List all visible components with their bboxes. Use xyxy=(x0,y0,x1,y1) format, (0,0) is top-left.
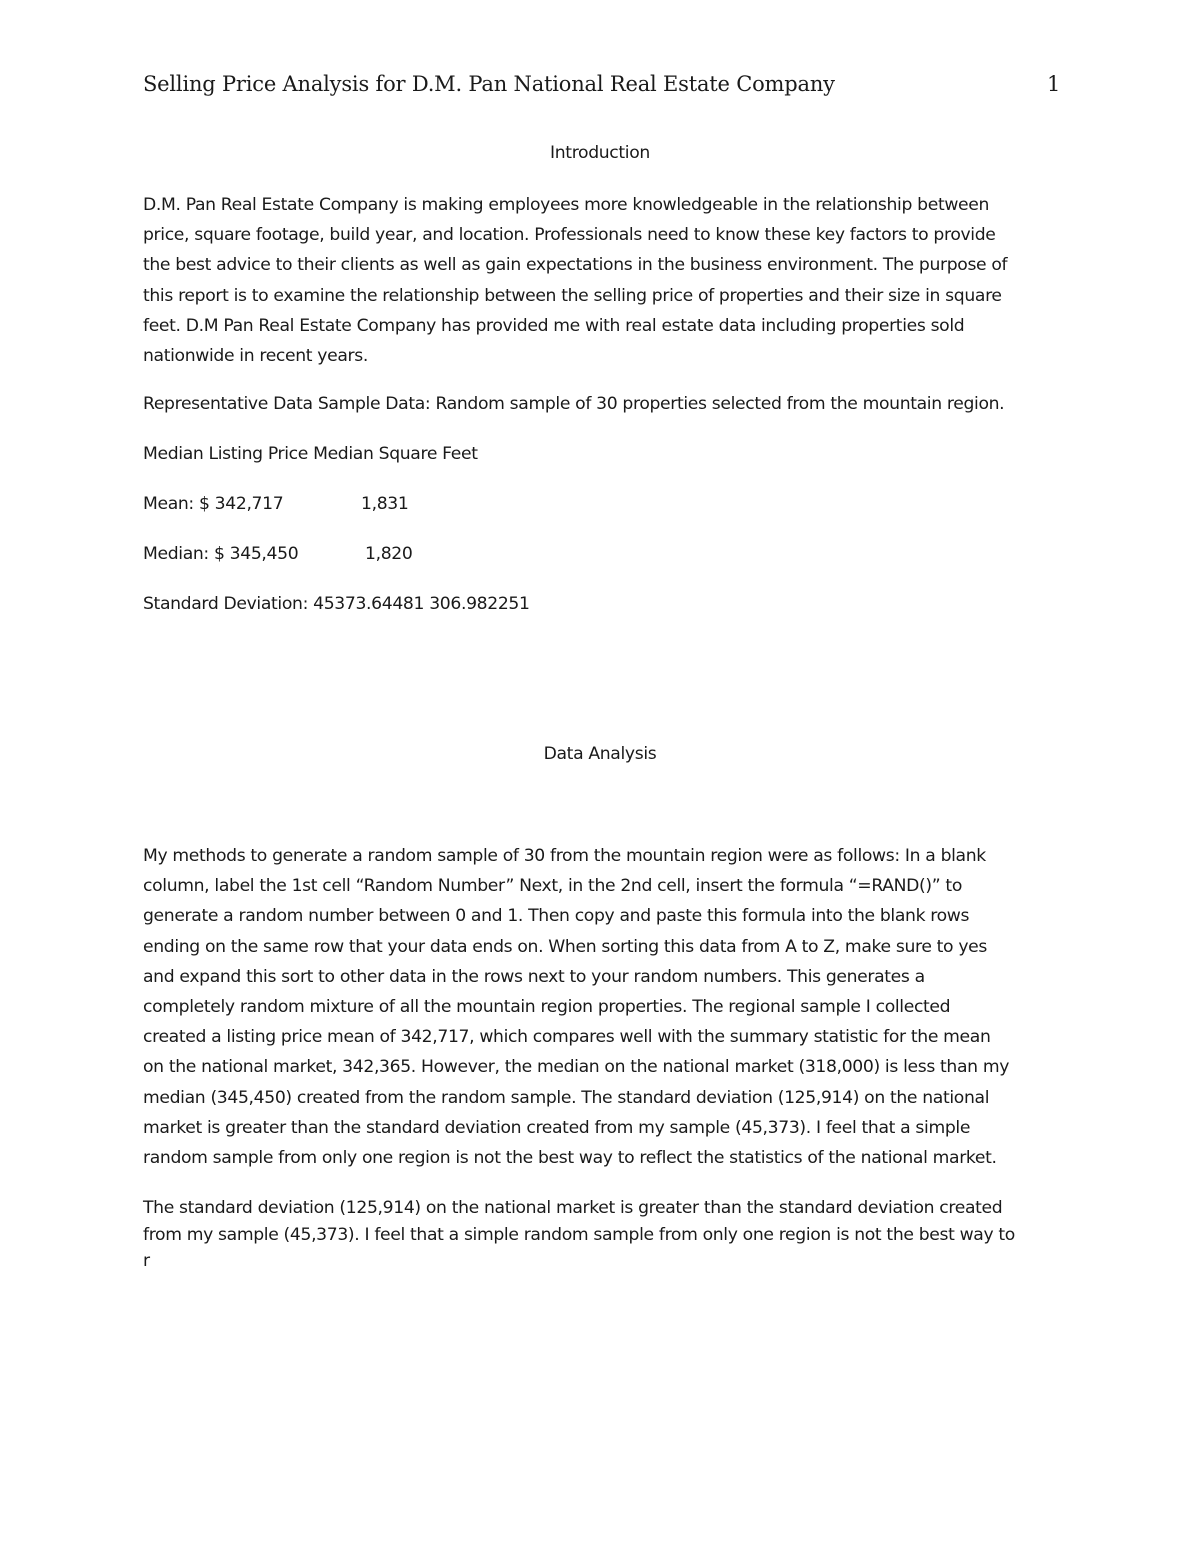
data-analysis-second-paragraph xyxy=(143,1195,1063,1275)
running-head-title: Selling Price Analysis for D.M. Pan National Real Estate Company xyxy=(143,72,835,96)
data-analysis-heading: Data Analysis xyxy=(543,744,657,764)
paragraph-line: D.M. Pan Real Estate Company is making employees more knowledgeable in the relationship between xyxy=(143,195,990,215)
paragraph-line: the best advice to their clients as well as gain expectations in the business environment. The purpose of xyxy=(143,255,1008,276)
paragraph-line: My methods to generate a random sample of 30 from the mountain region were as follows: In a blank xyxy=(143,846,986,866)
sample-description: Representative Data Sample Data: Random sample of 30 properties selected from the mountain region. xyxy=(143,394,1005,414)
paragraph-line: this report is to examine the relationship between the selling price of properties and their size in square xyxy=(143,285,1002,306)
paragraph-line: The standard deviation (125,914) on the national market is greater than the standard deviation created xyxy=(143,1198,1003,1218)
introduction-heading: Introduction xyxy=(550,143,650,163)
paragraph-line: completely random mixture of all the mountain region properties. The regional sample I collected xyxy=(143,996,951,1017)
columns-label: Median Listing Price Median Square Feet xyxy=(143,444,478,464)
paragraph-line: price, square footage, build year, and location. Professionals need to know these key factors to provide xyxy=(143,225,996,246)
median-square-feet: 1,820 xyxy=(365,544,413,564)
data-analysis-paragraph xyxy=(143,841,1063,1173)
paragraph-line: ending on the same row that your data ends on. When sorting this data from A to Z, make sure to yes xyxy=(143,936,987,957)
paragraph-line: feet. D.M Pan Real Estate Company has provided me with real estate data including properties sold xyxy=(143,315,965,336)
paragraph-line: column, label the 1st cell “Random Number” Next, in the 2nd cell, insert the formula “=RAND()” to xyxy=(143,876,962,897)
standard-deviation: Standard Deviation: 45373.64481 306.982251 xyxy=(143,594,530,614)
paragraph-line: created a listing price mean of 342,717, which compares well with the summary statistic for the mean xyxy=(143,1027,991,1048)
mean-square-feet: 1,831 xyxy=(361,494,409,514)
introduction-paragraph xyxy=(143,190,1063,371)
paragraph-line: and expand this sort to other data in the rows next to your random numbers. This generates a xyxy=(143,966,925,987)
paragraph-line: from my sample (45,373). I feel that a simple random sample from only one region is not the best way to xyxy=(143,1224,1015,1245)
paragraph-line: nationwide in recent years. xyxy=(143,345,368,366)
paragraph-line: generate a random number between 0 and 1. Then copy and paste this formula into the blank rows xyxy=(143,906,970,927)
paragraph-line: median (345,450) created from the random sample. The standard deviation (125,914) on the national xyxy=(143,1087,990,1108)
paragraph-line: market is greater than the standard deviation created from my sample (45,373). I feel that a simple xyxy=(143,1117,971,1138)
mean-price: Mean: $ 342,717 xyxy=(143,494,284,514)
page-number: 1 xyxy=(1047,72,1061,96)
median-price: Median: $ 345,450 xyxy=(143,544,299,564)
paragraph-line: on the national market, 342,365. However, the median on the national market (318,000) is less than my xyxy=(143,1057,1010,1078)
paragraph-line: r xyxy=(143,1251,150,1271)
paragraph-line: random sample from only one region is not the best way to reflect the statistics of the national market. xyxy=(143,1147,997,1168)
